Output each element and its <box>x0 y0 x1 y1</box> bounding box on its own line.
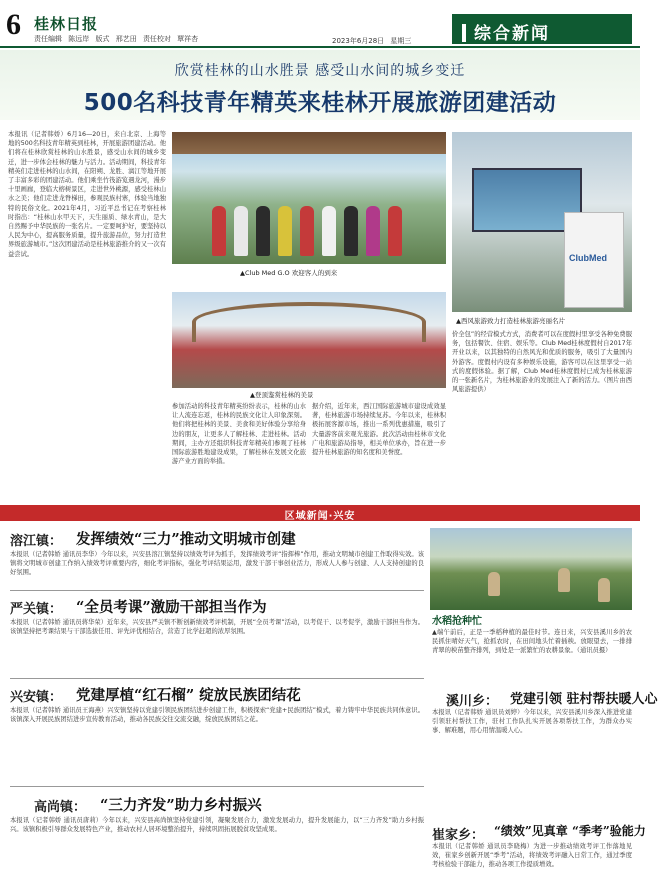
rice-caption-body: ▲端午前后，正是一季稻种植的最佳时节。连日来，兴安县溪川乡的农民抓住晴好天气，抢抓农时，在田间地头忙着插秧。放眼望去，一排排青翠的秧苗整齐排列，到处是一派繁忙的农耕景象。（通讯员摄） <box>432 629 632 655</box>
masthead: 桂林日报 <box>34 15 99 33</box>
place-name: 溪川乡： <box>446 694 499 709</box>
header-rule <box>0 46 640 48</box>
figure <box>278 206 292 256</box>
story-body: 本报讯（记者韩娇 通讯员唐莉）今年以来，兴安县高尚镇坚持党建引领，凝聚发展合力，激发发展动力，提升发展能力，以“三力齐发”助力乡村振兴。该镇积极引导群众发展特色产业，推动农村人居环境整治提升，持续巩固拓展脱贫攻坚成果。 <box>10 817 424 834</box>
article-column-4: 价全包”的经营模式方式，消费者可以在度假村里享受各种免费服务，包括餐饮、住宿、娱乐等。Club Med桂林度假村自2017年开业以来，以其独特的自然风光和优质的服务，吸引了大量国内外游客。度假村内设有多种娱乐设施，游客可以在这里享受一站式的度假体验。据了解，Club Med桂林度假村已成为桂林旅游的一张新名片，为桂林旅游业的发展注入了新的活力。（图片由西风旅游提供） <box>452 331 632 394</box>
figure <box>488 572 500 596</box>
story-title[interactable]: “全员考课”激励干部担当作为 <box>76 599 267 616</box>
story-title[interactable]: 发挥绩效“三力”推动文明城市创建 <box>76 531 296 548</box>
place-name: 高尚镇： <box>34 800 87 815</box>
place-name: 崔家乡： <box>432 828 485 843</box>
kicker: 欣赏桂林的山水胜景 感受山水间的城乡变迁 <box>174 63 466 79</box>
staff-name: 覃祥杏 <box>177 35 199 43</box>
page-header <box>0 0 640 48</box>
figure <box>256 206 270 256</box>
story-body: 本报讯（记者韩娇 通讯员蒋华荣）近年来，兴安县严关镇不断创新绩效考评机制，开展“全员考课”活动，以考促干、以考促学，激励干部担当作为。该镇坚持把考课结果与干部选拔任用、评先评优相结合，营造了比学赶超的浓厚氛围。 <box>10 619 424 636</box>
figure <box>212 206 226 256</box>
section-title: 综合新闻 <box>474 24 550 44</box>
photo-clubmed-booth <box>452 132 632 312</box>
place-name: 严关镇： <box>10 602 63 617</box>
figure <box>234 206 248 256</box>
article-column-3: 据介绍，近年来，西江国际旅游城市建设成效显著，桂林旅游市场持续复苏。今年以来，桂林积极拓展客源市场，推出一系列优惠措施，吸引了大量游客前来观光旅游。此次活动由桂林市文化广电和旅游局指导，相关单位承办，旨在进一步提升桂林旅游的知名度和美誉度。 <box>312 403 446 457</box>
story-body: 本报讯（记者韩娇 通讯员李华）今年以来，兴安县溶江镇坚持以绩效考评为抓手，发挥绩效考评“指挥棒”作用，推动文明城市创建工作取得实效。该镇将文明城市创建工作纳入绩效考评重要内容，细化考评指标，强化考评结果运用，激发干部干事创业活力，形成人人参与创建、人人支持创建的良好氛围。 <box>10 551 424 577</box>
kiosk-sign: ClubMed <box>569 253 607 263</box>
photo-rice-planting <box>430 528 632 610</box>
story-body: 本报讯（记者韩娇 通讯员刘婷）今年以来，兴安县溪川乡深入推进党建引领驻村帮扶工作，驻村工作队扎实开展各项帮扶工作，为群众办实事、解难题，用心用情温暖人心。 <box>432 709 632 735</box>
divider <box>10 590 424 591</box>
figure <box>322 206 336 256</box>
story-title[interactable]: “三力齐发”助力乡村振兴 <box>100 797 262 814</box>
figure <box>388 206 402 256</box>
staff-line <box>34 34 202 44</box>
headline-banner <box>0 50 640 120</box>
story-title[interactable]: “绩效”见真章 “季考”验能力 <box>494 824 646 838</box>
figure <box>558 568 570 592</box>
dateline <box>332 36 415 46</box>
headline[interactable]: 500名科技青年精英来桂林开展旅游团建活动 <box>83 90 557 116</box>
figure <box>598 578 610 602</box>
story-title[interactable]: 党建厚植“红石榴” 绽放民族团结花 <box>76 687 301 704</box>
story-title[interactable]: 党建引领 驻村帮扶暖人心 <box>510 692 658 707</box>
staff-label: 责任编辑 <box>34 35 62 43</box>
photo-guests-welcome <box>172 132 446 264</box>
story-body: 本报讯（记者韩娇 通讯员李晓梅）为进一步推动绩效考评工作落地见效，崔家乡创新开展“季考”活动，将绩效考评融入日常工作，通过季度考核检验干部能力，推动各项工作提质增效。 <box>432 843 632 869</box>
staff-label: 责任校对 <box>142 35 171 43</box>
figure <box>366 206 380 256</box>
weekday: 星期三 <box>390 37 412 45</box>
article-column-1: 本报讯（记者韩娇）6月16—20日，来自北京、上海等地的500名科技青年精英到桂林，开展旅游团建活动。他们将在桂林欣赏桂林的山水胜景，感受山水间的城乡变迁，进一步体会桂林的魅力与活力。活动期间，科技青年精英们走进桂林的山水间，在阳朔、龙胜、漓江等地开展了丰富多彩的团建活动。他们乘坐竹筏游览遇龙河，漫步十里画廊，登临大榕树景区，走进世外桃源，感受桂林山水之美；他们走进龙脊梯田，参观民族村寨，体验当地独特的民俗文化。2021年4月，习近平总书记在考察桂林时指出：“桂林山水甲天下，天生丽质、绿水青山，是大自然赐予中华民族的一张名片。一定要呵护好，要坚持以人民为中心，提高服务质量，提升旅游品位，努力打造世界级旅游城市。”这次团建活动是桂林旅游推介的又一次有益尝试。 <box>8 131 166 258</box>
place-name: 溶江镇： <box>10 534 63 549</box>
photo-roof <box>172 132 446 154</box>
section-tag <box>452 14 632 44</box>
staff-label: 版式 <box>95 35 110 43</box>
staff-name: 邢艺田 <box>115 35 137 43</box>
rice-caption-title: 水稻抢种忙 <box>432 616 482 627</box>
staff-name: 陈远岸 <box>68 35 90 43</box>
photo-arch <box>192 302 426 342</box>
photo-caption: ▲Club Med G.O 欢迎客人的到来 <box>240 269 338 277</box>
kiosk <box>564 212 624 308</box>
photo-scenic-overlook <box>172 292 446 388</box>
photo-caption: ▲西风旅游致力打造桂林旅游亮丽名片 <box>456 317 565 325</box>
figure <box>300 206 314 256</box>
regional-band <box>0 505 640 521</box>
date: 2023年6月28日 <box>332 37 385 45</box>
place-name: 兴安镇： <box>10 690 63 705</box>
divider <box>10 678 424 679</box>
story-body: 本报讯（记者韩娇 通讯员王海燕）兴安镇坚持以党建引领民族团结进步创建工作，积极探索“党建+民族团结”模式，着力铸牢中华民族共同体意识。该镇深入开展民族团结进步宣传教育活动，推动各民族交往交流交融，绽放民族团结之花。 <box>10 707 424 724</box>
figure <box>344 206 358 256</box>
photo-caption: ▲登顶鉴赏桂林的美景 <box>250 391 314 399</box>
article-column-2: 参加活动的科技青年精英纷纷表示，桂林的山水让人流连忘返，桂林的民族文化让人印象深刻。他们将把桂林的美景、美食和美好体验分享给身边的朋友，让更多人了解桂林、走进桂林。活动期间，主办方还组织科技青年精英们参观了桂林国际旅游胜地建设成果，了解桂林在发展文化旅游产业方面的举措。 <box>172 403 306 466</box>
regional-title: 区域新闻·兴安 <box>284 511 356 522</box>
divider <box>10 786 424 787</box>
page-number: 6 <box>6 8 21 41</box>
